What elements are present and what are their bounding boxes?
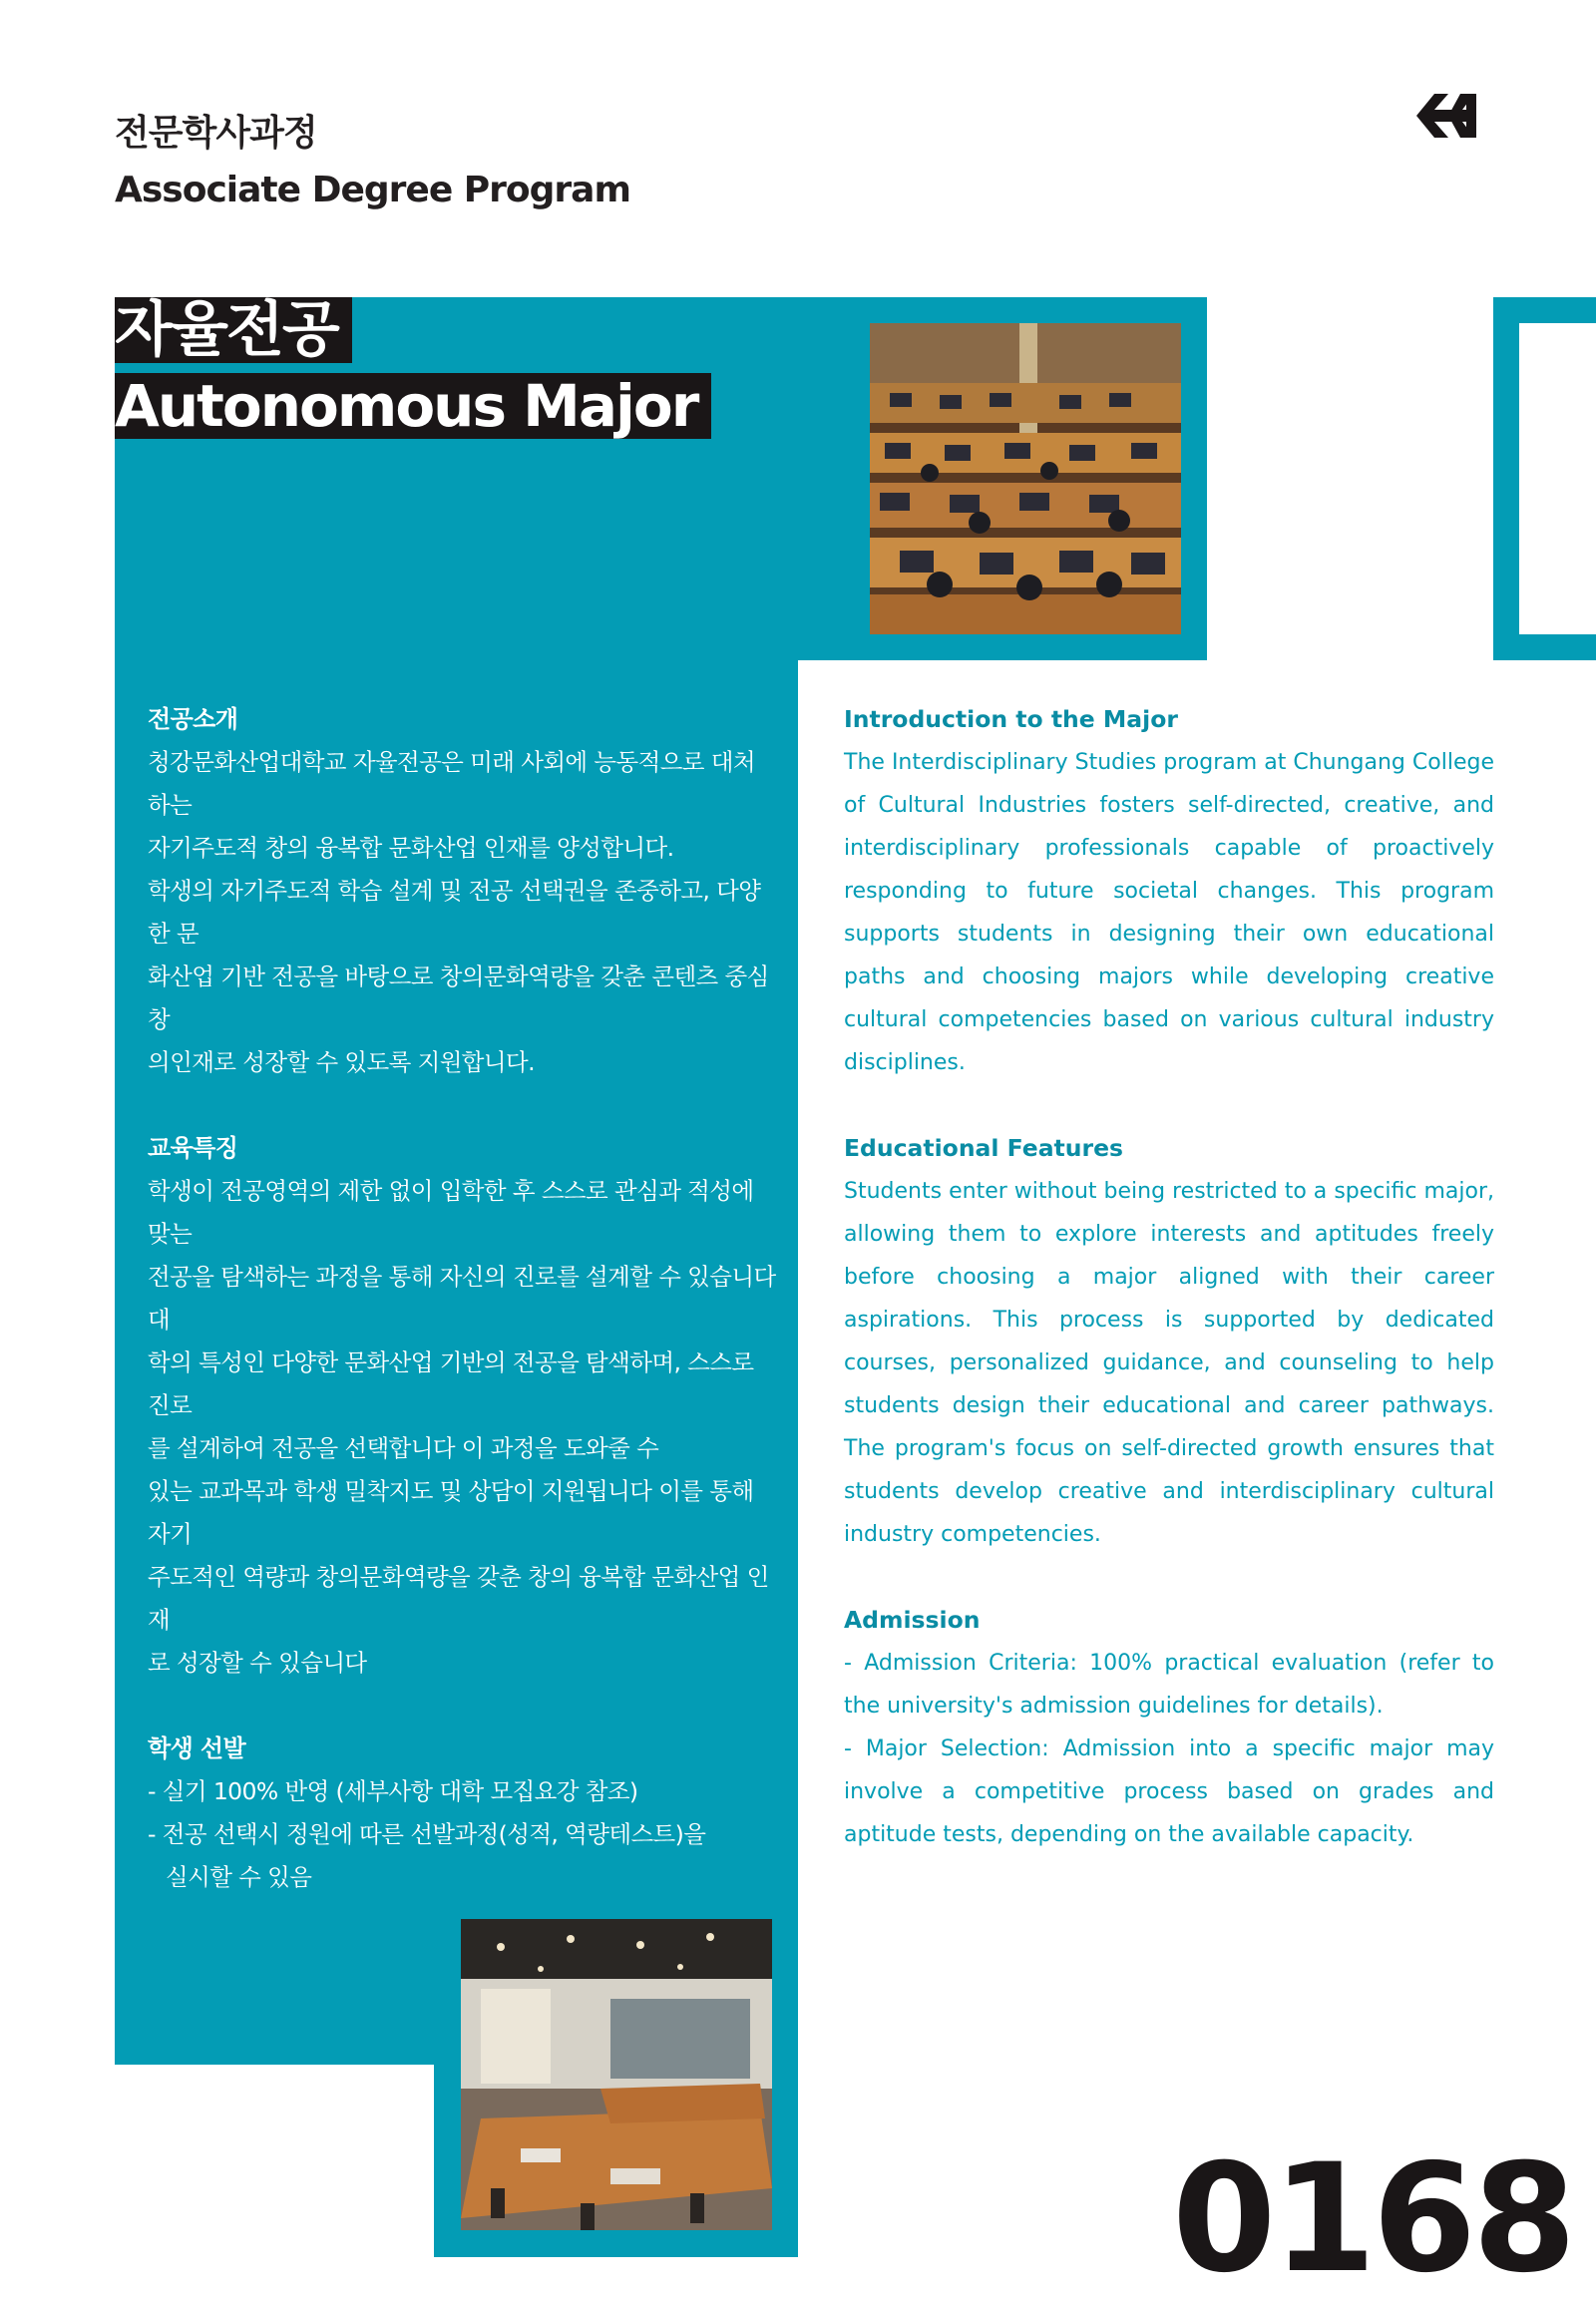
korean-admission-line: - 전공 선택시 정원에 따른 선발과정(성적, 역량테스트)을 <box>148 1820 706 1848</box>
page-number: 0168 <box>1172 2132 1573 2306</box>
korean-admission-line: - 실기 100% 반영 (세부사항 대학 모집요강 참조) <box>148 1777 638 1805</box>
english-intro-heading: Introduction to the Major <box>844 705 1178 733</box>
korean-intro-line: 학생의 자기주도적 학습 설계 및 전공 선택권을 존중하고, 다양한 문 <box>148 877 761 948</box>
english-text-column <box>844 698 1494 1856</box>
ck-logo-icon <box>1404 88 1484 144</box>
english-admission-heading: Admission <box>844 1606 981 1634</box>
program-title-english: Associate Degree Program <box>115 170 630 210</box>
english-admission-selection: - Major Selection: Admission into a specific major may involve a competitive process based on grades and aptitude tests, depending on the available capacity. <box>844 1736 1494 1847</box>
studio-photo-computers <box>870 323 1181 634</box>
workshop-photo-tables <box>461 1919 772 2230</box>
korean-features-line: 전공을 탐색하는 과정을 통해 자신의 진로를 설계할 수 있습니다 대 <box>148 1263 776 1334</box>
korean-intro-line: 자기주도적 창의 융복합 문화산업 인재를 양성합니다. <box>148 834 674 862</box>
korean-admission-line: 실시할 수 있음 <box>166 1863 312 1891</box>
major-title-english: Autonomous Major <box>115 373 711 439</box>
korean-text-column <box>148 698 776 1899</box>
korean-features-line: 를 설계하여 전공을 선택합니다 이 과정을 도와줄 수 <box>148 1434 659 1462</box>
program-title-korean: 전문학사과정 <box>115 113 317 154</box>
english-features-text: Students enter without being restricted to a specific major, allowing them to explore interests and aptitudes freely before choosing a major aligned with their career aspirations. This process is supported by dedicated courses, personalized guidance, and counseling to help students design their educational and career pathways. The program's focus on self-directed growth ensures that students develop creative and interdisciplinary cultural industry competencies. <box>844 1179 1494 1547</box>
korean-intro-line: 의인재로 성장할 수 있도록 지원합니다. <box>148 1048 535 1076</box>
korean-features-line: 있는 교과목과 학생 밀착지도 및 상담이 지원됩니다 이를 통해 자기 <box>148 1477 754 1548</box>
major-title-korean: 자율전공 <box>115 297 352 363</box>
english-intro-text: The Interdisciplinary Studies program at Chungang College of Cultural Industries fosters self-directed, creative, and interdisciplinary professionals capable of proactively responding to future societal changes. This program supports students in designing their own educational paths and choosing majors while developing creative cultural competencies based on various cultural industry disciplines. <box>844 750 1494 1075</box>
korean-features-line: 학의 특성인 다양한 문화산업 기반의 전공을 탐색하며, 스스로 진로 <box>148 1348 754 1419</box>
korean-features-line: 주도적인 역량과 창의문화역량을 갖춘 창의 융복합 문화산업 인재 <box>148 1563 769 1634</box>
korean-features-line: 로 성장할 수 있습니다 <box>148 1649 367 1677</box>
korean-intro-heading: 전공소개 <box>148 705 238 733</box>
korean-admission-heading: 학생 선발 <box>148 1734 246 1762</box>
korean-features-heading: 교육특징 <box>148 1134 238 1162</box>
english-admission-criteria: - Admission Criteria: 100% practical evaluation (refer to the university's admission guidelines for details). <box>844 1651 1494 1719</box>
korean-intro-line: 청강문화산업대학교 자율전공은 미래 사회에 능동적으로 대처하는 <box>148 748 755 819</box>
english-features-heading: Educational Features <box>844 1134 1124 1162</box>
teal-frame-decoration <box>1493 297 1596 660</box>
korean-features-line: 학생이 전공영역의 제한 없이 입학한 후 스스로 관심과 적성에 맞는 <box>148 1177 754 1248</box>
korean-intro-line: 화산업 기반 전공을 바탕으로 창의문화역량을 갖춘 콘텐츠 중심 창 <box>148 962 769 1033</box>
